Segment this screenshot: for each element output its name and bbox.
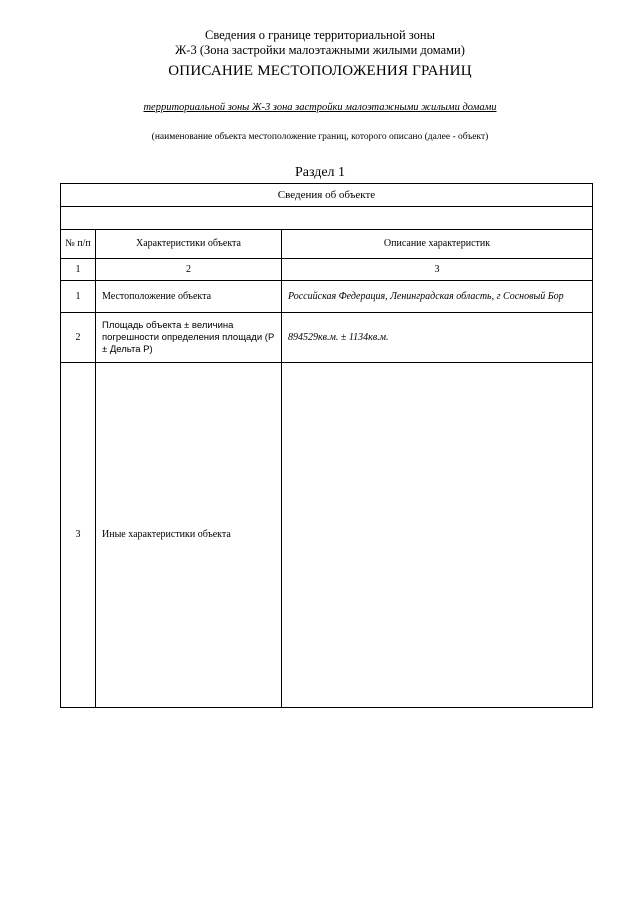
table-empty-cell xyxy=(61,207,593,230)
table-empty-row xyxy=(61,207,593,230)
index-cell: 1 xyxy=(61,259,96,281)
object-name-text: территориальной зоны Ж-3 зона застройки малоэтажными жилыми домами xyxy=(143,102,497,113)
row-description: Российская Федерация, Ленинградская область, г Сосновый Бор xyxy=(282,281,593,313)
document-title: ОПИСАНИЕ МЕСТОПОЛОЖЕНИЯ ГРАНИЦ xyxy=(168,63,472,79)
table-index-row xyxy=(61,259,593,281)
row-description xyxy=(282,363,593,708)
table-title: Сведения об объекте xyxy=(61,184,593,207)
index-cell: 3 xyxy=(282,259,593,281)
table-header-row xyxy=(61,230,593,259)
row-num: 1 xyxy=(61,281,96,313)
table-row xyxy=(61,313,593,363)
row-num: 3 xyxy=(61,363,96,708)
section-title: Раздел 1 xyxy=(294,165,346,180)
row-characteristic: Местоположение объекта xyxy=(96,281,282,313)
header-characteristic: Характеристики объекта xyxy=(96,230,282,259)
index-cell: 2 xyxy=(96,259,282,281)
table-row xyxy=(61,363,593,708)
table-title-row xyxy=(61,184,593,207)
row-description: 894529кв.м. ± 1134кв.м. xyxy=(282,313,593,363)
header-description: Описание характеристик xyxy=(282,230,593,259)
row-characteristic: Иные характеристики объекта xyxy=(96,363,282,708)
header-num: № п/п xyxy=(61,230,96,259)
header-line-2: Ж-3 (Зона застройки малоэтажными жилыми домами) xyxy=(175,43,465,57)
table-row xyxy=(61,281,593,313)
object-name-note: (наименование объекта местоположение границ, которого описано (далее - объект) xyxy=(151,132,489,142)
header-line-1: Сведения о границе территориальной зоны xyxy=(205,28,435,42)
row-characteristic: Площадь объекта ± величина погрешности определения площади (Р ± Дельта Р) xyxy=(96,313,282,363)
object-name xyxy=(0,101,640,114)
object-info-table xyxy=(60,183,593,708)
row-num: 2 xyxy=(61,313,96,363)
